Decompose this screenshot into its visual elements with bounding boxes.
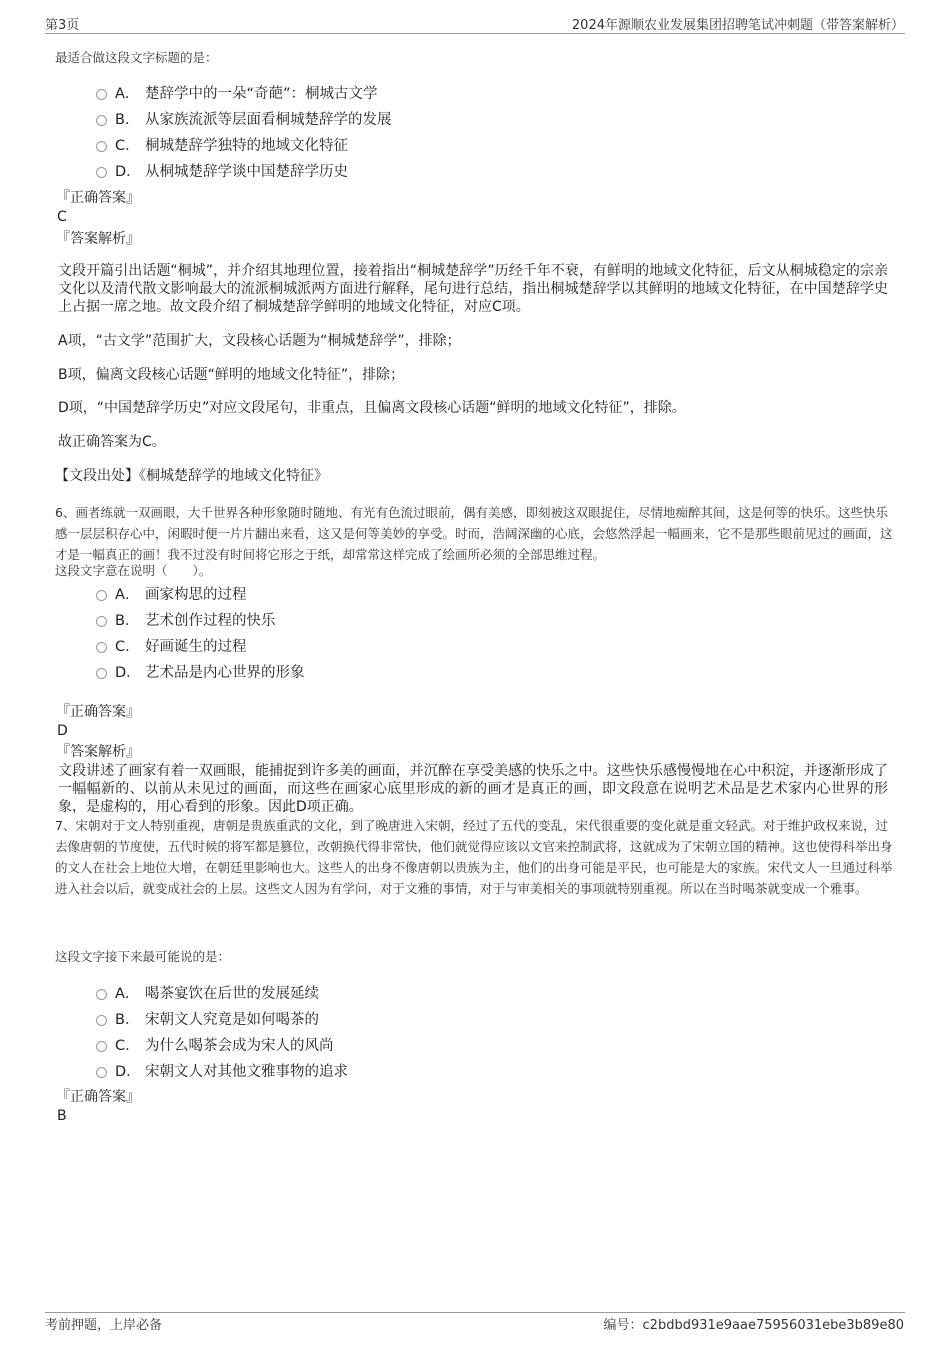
q6-question: 这段文字意在说明（ ）。 <box>55 563 212 578</box>
q7-option-b[interactable]: B． 宋朝文人究竟是如何喝茶的 <box>96 1008 319 1028</box>
q5-analysis-conclusion: 故正确答案为C。 <box>58 434 166 450</box>
q6-option-a[interactable]: A． 画家构思的过程 <box>96 583 247 603</box>
q5-answer-label: 『正确答案』 <box>56 190 140 206</box>
q5-analysis-a: A项，“古文学”范围扩大，文段核心话题为“桐城楚辞学”，排除； <box>58 333 461 349</box>
radio-icon[interactable] <box>96 1041 107 1052</box>
q6-option-c[interactable]: C． 好画诞生的过程 <box>96 635 247 655</box>
q6-answer: D <box>57 723 68 739</box>
radio-icon[interactable] <box>96 167 107 178</box>
q5-analysis-b: B项，偏离文段核心话题“鲜明的地域文化特征”，排除； <box>58 367 405 383</box>
q5-option-d[interactable]: D． 从桐城楚辞学谈中国楚辞学历史 <box>96 160 348 180</box>
q7-answer-label: 『正确答案』 <box>56 1089 140 1105</box>
footer-divider <box>45 1312 905 1313</box>
q5-stem: 最适合做这段文字标题的是： <box>55 50 218 65</box>
q7-option-a[interactable]: A． 喝茶宴饮在后世的发展延续 <box>96 982 319 1002</box>
q5-option-a[interactable]: A． 楚辞学中的一朵“奇葩”：桐城古文学 <box>96 82 378 102</box>
radio-icon[interactable] <box>96 1067 107 1078</box>
radio-icon[interactable] <box>96 642 107 653</box>
radio-icon[interactable] <box>96 668 107 679</box>
q6-analysis: 文段讲述了画家有着一双画眼，能捕捉到许多美的画面，并沉醉在享受美感的快乐之中。这些快乐感慢慢地在心中积淀，并逐渐形成了一幅幅新的、以前从未见过的画面，而这些在画家心底里形成的新的画才是真正的画，即文段意在说明艺术品是艺术家内心世界的形象，是虚构的，用心看到的形象。因此D项正确。 <box>58 763 888 815</box>
radio-icon[interactable] <box>96 115 107 126</box>
q6-option-b[interactable]: B． 艺术创作过程的快乐 <box>96 609 276 629</box>
q7-option-c[interactable]: C． 为什么喝茶会成为宋人的风尚 <box>96 1034 334 1054</box>
radio-icon[interactable] <box>96 989 107 1000</box>
radio-icon[interactable] <box>96 1015 107 1026</box>
footer-serial: 编号：c2bdbd931e9aae75956031ebe3b89e80 <box>603 1318 904 1333</box>
q6-analysis-label: 『答案解析』 <box>56 744 140 760</box>
radio-icon[interactable] <box>96 590 107 601</box>
q6-option-d[interactable]: D． 艺术品是内心世界的形象 <box>96 661 305 681</box>
q7-stem: 7、宋朝对于文人特别重视，唐朝是贵族重武的文化，到了晚唐进入宋朝，经过了五代的变乱，宋代很重要的变化就是重文轻武。对于维护政权来说，过去像唐朝的节度使，五代时候的将军都是篡位，改朝换代得非常快，他们就觉得应该以文官来控制武将，这就成为了宋朝立国的精神。这也使得科举出身的文人在社会上地位大增，在朝廷里影响也大。这些人的出身不像唐朝以贵族为主，他们的出身可能是平民，也可能是大的家族。宋代文人一旦通过科举进入社会以后，就变成社会的上层。这些文人因为有学问，对于文雅的事情，对于与审美相关的事项就特别重视。所以在当时喝茶就变成一个雅事。 <box>55 818 893 896</box>
page-number: 第3页 <box>45 18 80 33</box>
q5-source: 【文段出处】《桐城楚辞学的地域文化特征》 <box>55 468 328 484</box>
q6-stem: 6、画者练就一双画眼，大千世界各种形象随时随地、有光有色流过眼前，偶有美感，即刻被这双眼捉住，尽情地痴醉其间，这是何等的快乐。这些快乐感一层层积存心中，闲暇时便一片片翻出来看，这又是何等美妙的享受。时而，浩阔深幽的心底，会悠然浮起一幅画来，它不是那些眼前见过的画面，这才是一幅真正的画！我不过没有时间将它形之于纸，却常常这样完成了绘画所必须的全部思维过程。 <box>55 505 893 562</box>
radio-icon[interactable] <box>96 89 107 100</box>
q5-analysis-d: D项，“中国楚辞学历史”对应文段尾句，非重点，且偏离文段核心话题“鲜明的地域文化特征”，排除。 <box>58 400 686 416</box>
q7-question: 这段文字接下来最可能说的是： <box>55 949 231 964</box>
q5-analysis-main: 文段开篇引出话题“桐城”，并介绍其地理位置，接着指出“桐城楚辞学”历经千年不衰，有鲜明的地域文化特征，后文从桐城稳定的宗亲文化以及清代散文影响最大的流派桐城派两方面进行解释，尾句进行总结，指出桐城楚辞学以其鲜明的地域文化特征，在中国楚辞学史上占据一席之地。故文段介绍了桐城楚辞学鲜明的地域文化特征，对应C项。 <box>58 263 888 315</box>
q5-option-c[interactable]: C． 桐城楚辞学独特的地域文化特征 <box>96 134 348 154</box>
header-divider <box>45 33 905 34</box>
q5-option-b[interactable]: B． 从家族流派等层面看桐城楚辞学的发展 <box>96 108 392 128</box>
document-title: 2024年源顺农业发展集团招聘笔试冲刺题（带答案解析） <box>571 18 904 33</box>
footer-slogan: 考前押题，上岸必备 <box>45 1318 163 1333</box>
q7-answer: B <box>57 1108 67 1124</box>
radio-icon[interactable] <box>96 616 107 627</box>
q7-option-d[interactable]: D． 宋朝文人对其他文雅事物的追求 <box>96 1060 348 1080</box>
q5-answer: C <box>57 209 67 225</box>
q6-answer-label: 『正确答案』 <box>56 704 140 720</box>
q5-analysis-label: 『答案解析』 <box>56 231 140 247</box>
radio-icon[interactable] <box>96 141 107 152</box>
